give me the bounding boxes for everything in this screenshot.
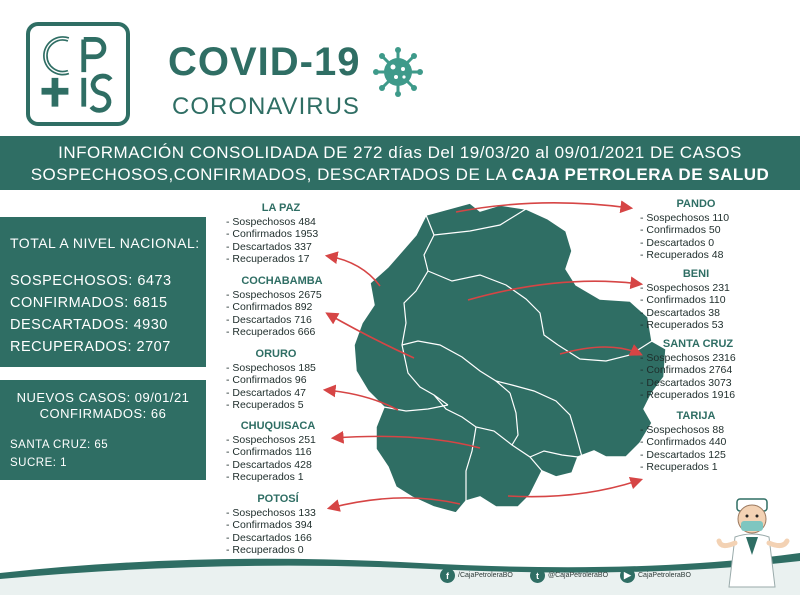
- banner-line-1: INFORMACIÓN CONSOLIDADA DE 272 días Del 19/03/20 al 09/01/2021 DE CASOS: [58, 143, 742, 162]
- page-title: COVID-19: [168, 40, 361, 84]
- dept-cochabamba-row: - Recuperados 666: [226, 326, 316, 338]
- dept-potosi-row: - Sospechosos 133: [226, 506, 316, 519]
- dept-pando-name: PANDO: [676, 198, 716, 210]
- dept-beni-row: - Recuperados 53: [640, 319, 724, 331]
- social-facebook[interactable]: [440, 568, 513, 583]
- dept-tarija-row: - Confirmados 440: [640, 436, 727, 448]
- dept-potosi-row: - Recuperados 0: [226, 544, 304, 556]
- facebook-icon: f: [440, 568, 455, 583]
- dept-chuquisaca-name: CHUQUISACA: [240, 420, 316, 432]
- page-subtitle: CORONAVIRUS: [172, 93, 360, 120]
- dept-lapaz-name: LA PAZ: [261, 202, 301, 214]
- dept-lapaz: [226, 202, 336, 266]
- dept-tarija: [640, 410, 752, 474]
- facebook-handle: /CajaPetroleraBO: [458, 572, 513, 579]
- social-twitter[interactable]: [530, 568, 608, 583]
- dept-santacruz-row: - Recuperados 1916: [640, 389, 736, 401]
- national-heading: TOTAL A NIVEL NACIONAL:: [10, 235, 200, 251]
- dept-pando-row: - Confirmados 50: [640, 224, 721, 236]
- dept-chuquisaca: [226, 420, 330, 484]
- dept-pando-row: - Sospechosos 110: [640, 211, 730, 224]
- dept-cochabamba-row: - Descartados 716: [226, 313, 312, 326]
- dept-pando: [640, 198, 752, 262]
- dept-potosi-name: POTOSÍ: [257, 493, 299, 505]
- dept-oruro-row: - Recuperados 5: [226, 399, 304, 411]
- banner-line-2-bold: CAJA PETROLERA DE SALUD: [511, 165, 770, 184]
- twitter-icon: t: [530, 568, 545, 583]
- dept-lapaz-row: - Confirmados 1953: [226, 228, 319, 240]
- info-banner: [0, 136, 800, 190]
- dept-santacruz-row: - Descartados 3073: [640, 376, 732, 389]
- dept-cochabamba-row: - Sospechosos 2675: [226, 288, 322, 301]
- dept-oruro-row: - Descartados 47: [226, 386, 306, 399]
- dept-tarija-row: - Recuperados 1: [640, 461, 718, 473]
- dept-chuquisaca-row: - Confirmados 116: [226, 446, 312, 458]
- youtube-icon: ▶: [620, 568, 635, 583]
- dept-tarija-row: - Descartados 125: [640, 448, 726, 461]
- dept-potosi-row: - Descartados 166: [226, 531, 312, 544]
- dept-tarija-name: TARIJA: [676, 410, 716, 422]
- cps-logo: [26, 22, 130, 126]
- dept-lapaz-row: - Recuperados 17: [226, 253, 310, 265]
- dept-pando-row: - Recuperados 48: [640, 249, 724, 261]
- dept-cochabamba: [226, 275, 338, 339]
- dept-beni-row: - Descartados 38: [640, 306, 720, 319]
- dept-lapaz-row: - Descartados 337: [226, 240, 312, 253]
- dept-beni-row: - Sospechosos 231: [640, 281, 730, 294]
- dept-beni: [640, 268, 752, 332]
- dept-santacruz-row: - Confirmados 2764: [640, 364, 733, 376]
- dept-santacruz: [640, 338, 756, 402]
- dept-chuquisaca-row: - Descartados 428: [226, 458, 312, 471]
- dept-santacruz-name: SANTA CRUZ: [662, 338, 734, 350]
- dept-oruro-row: - Confirmados 96: [226, 374, 307, 386]
- dept-beni-name: BENI: [682, 268, 710, 280]
- dept-oruro-name: ORURO: [255, 348, 297, 360]
- dept-chuquisaca-row: - Recuperados 1: [226, 471, 304, 483]
- dept-oruro: [226, 348, 326, 412]
- dept-cochabamba-name: COCHABAMBA: [241, 275, 323, 287]
- banner-line-2: [0, 164, 800, 186]
- dept-tarija-row: - Sospechosos 88: [640, 423, 725, 436]
- dept-pando-row: - Descartados 0: [640, 236, 715, 249]
- dept-chuquisaca-row: - Sospechosos 251: [226, 433, 316, 446]
- coronavirus-icon: [372, 46, 424, 98]
- bolivia-map: [330, 195, 690, 525]
- twitter-handle: @CajaPetroleraBO: [548, 572, 609, 579]
- new-cases-date: NUEVOS CASOS: 09/01/21: [16, 390, 190, 405]
- national-confirmed: CONFIRMADOS: 6815: [10, 295, 168, 311]
- dept-beni-row: - Confirmados 110: [640, 294, 726, 306]
- social-youtube[interactable]: [620, 568, 691, 583]
- national-suspected: SOSPECHOSOS: 6473: [10, 273, 172, 289]
- new-cases-panel: [0, 380, 206, 480]
- cps-logo-mark: [30, 26, 126, 122]
- dept-cochabamba-row: - Confirmados 892: [226, 301, 313, 313]
- dept-lapaz-row: - Sospechosos 484: [226, 215, 316, 228]
- banner-line-2-text: SOSPECHOSOS,CONFIRMADOS, DESCARTADOS DE LA: [30, 165, 512, 184]
- national-recovered: RECUPERADOS: 2707: [10, 339, 171, 355]
- youtube-handle: CajaPetroleraBO: [638, 572, 691, 579]
- new-cases-santacruz: SANTA CRUZ: 65: [10, 439, 109, 451]
- national-totals-panel: [0, 217, 206, 367]
- new-cases-sucre: SUCRE: 1: [10, 457, 68, 469]
- dept-santacruz-row: - Sospechosos 2316: [640, 351, 736, 364]
- dept-potosi-row: - Confirmados 394: [226, 519, 313, 531]
- new-cases-confirmed: CONFIRMADOS: 66: [39, 406, 167, 421]
- national-discarded: DESCARTADOS: 4930: [10, 317, 168, 333]
- doctor-mascot: [713, 497, 793, 592]
- dept-oruro-row: - Sospechosos 185: [226, 361, 316, 374]
